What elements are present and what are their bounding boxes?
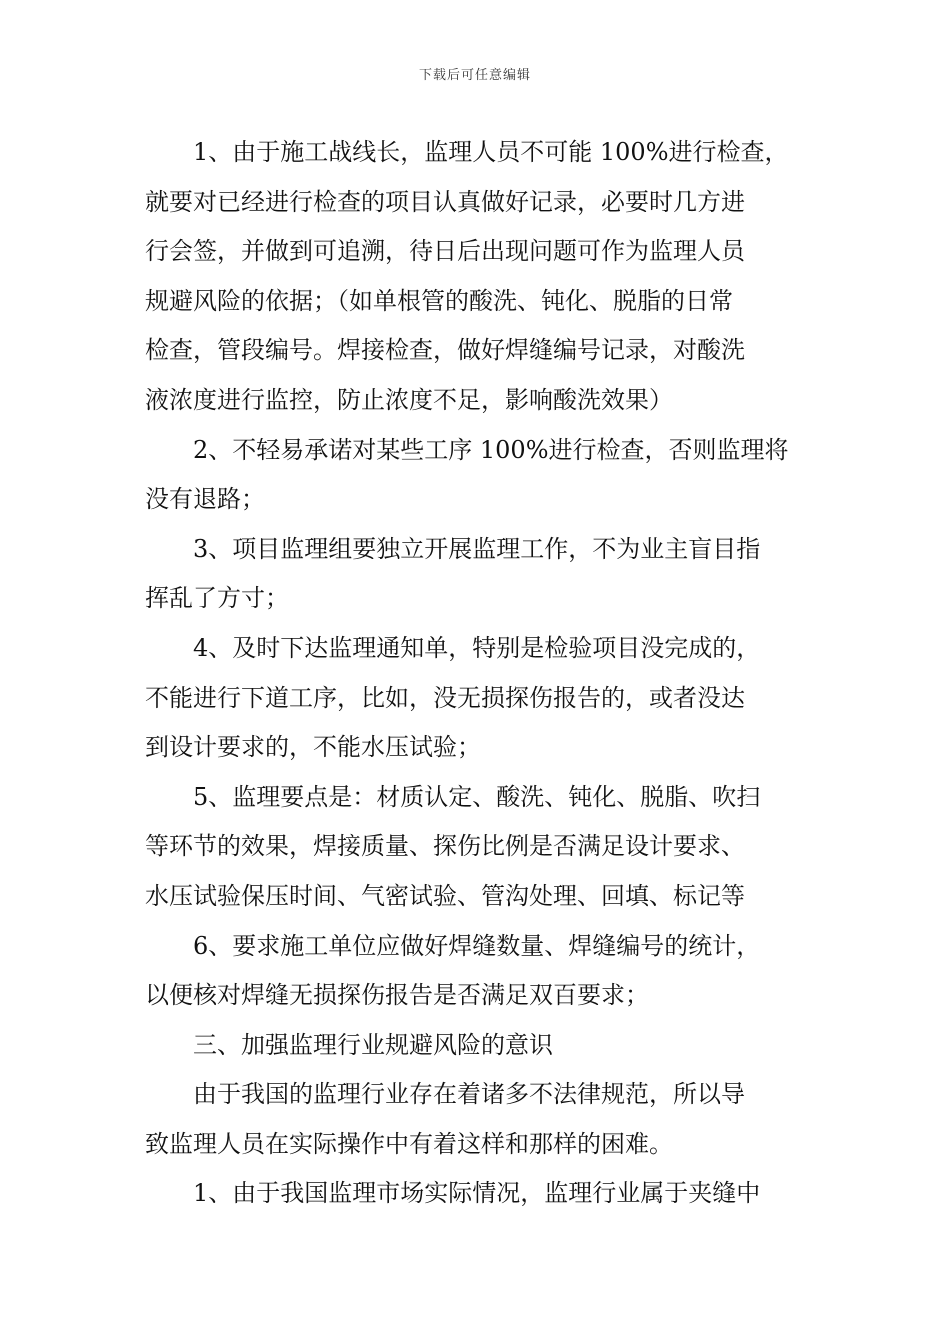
text-line: 1、由于我国监理市场实际情况，监理行业属于夹缝中: [193, 1179, 761, 1208]
text-line: 3、项目监理组要独立开展监理工作，不为业主盲目指: [193, 534, 761, 563]
text-line: 就要对已经进行检查的项目认真做好记录，必要时几方进: [145, 187, 745, 216]
text-line: 等环节的效果，焊接质量、探伤比例是否满足设计要求、: [145, 832, 745, 861]
text-line: 行会签，并做到可追溯，待日后出现问题可作为监理人员: [145, 237, 745, 266]
document-body: [145, 128, 810, 1219]
text-line: 不能进行下道工序，比如，没无损探伤报告的，或者没达: [145, 683, 745, 712]
text-line: 2、不轻易承诺对某些工序 100%进行检查，否则监理将: [193, 435, 789, 464]
text-line: 1、由于施工战线长，监理人员不可能 100%进行检查，: [193, 138, 789, 166]
text-line: 到设计要求的，不能水压试验；: [145, 733, 481, 762]
text-line: 水压试验保压时间、气密试验、管沟处理、回填、标记等: [145, 881, 745, 910]
text-line: 以便核对焊缝无损探伤报告是否满足双百要求；: [145, 981, 649, 1010]
text-line: 4、及时下达监理通知单，特别是检验项目没完成的，: [193, 633, 761, 662]
text-line: 挥乱了方寸；: [145, 584, 289, 613]
text-line: 检查，管段编号。焊接检查，做好焊缝编号记录，对酸洗: [145, 336, 745, 365]
text-line: 由于我国的监理行业存在着诸多不法律规范，所以导: [193, 1080, 745, 1109]
text-line: 规避风险的依据；（如单根管的酸洗、钝化、脱脂的日常: [145, 286, 733, 315]
text-line: 三、加强监理行业规避风险的意识: [193, 1030, 553, 1059]
text-line: 液浓度进行监控，防止浓度不足，影响酸洗效果）: [145, 385, 673, 414]
text-line: 6、要求施工单位应做好焊缝数量、焊缝编号的统计，: [193, 931, 761, 960]
page-header: 下载后可任意编辑: [418, 68, 531, 83]
text-line: 致监理人员在实际操作中有着这样和那样的困难。: [145, 1129, 673, 1158]
text-line: 5、监理要点是：材质认定、酸洗、钝化、脱脂、吹扫: [193, 782, 761, 811]
text-line: 没有退路；: [145, 485, 265, 514]
